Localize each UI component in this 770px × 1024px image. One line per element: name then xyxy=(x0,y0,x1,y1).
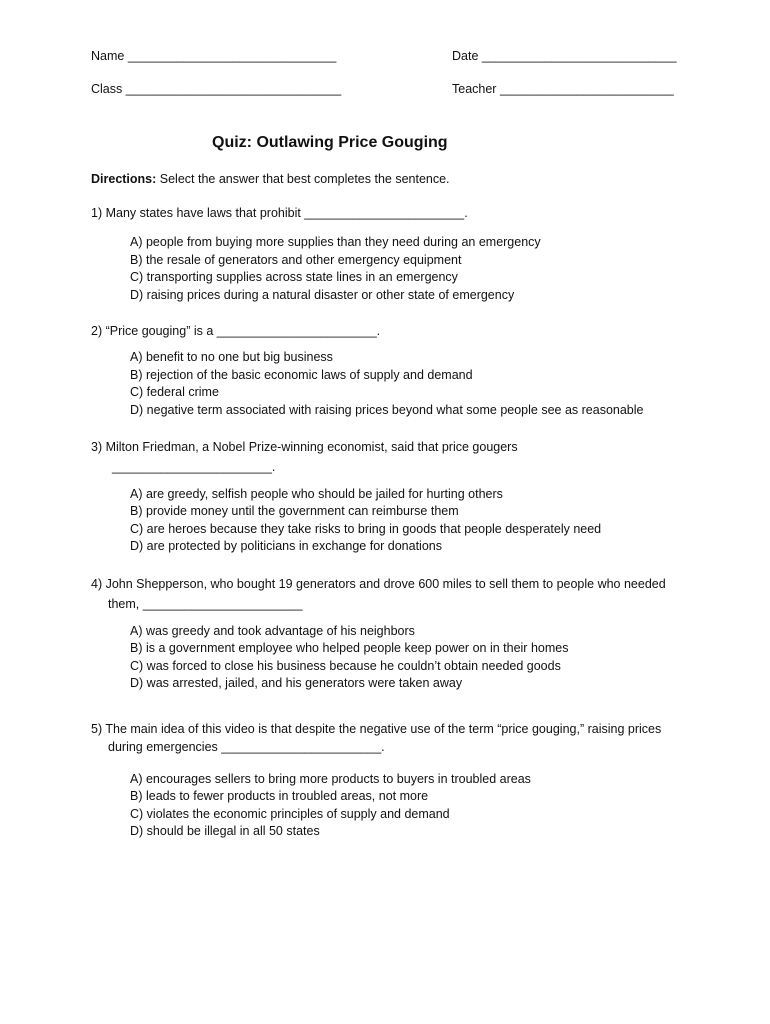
page-title: Quiz: Outlawing Price Gouging xyxy=(212,134,448,151)
answer-option: A) people from buying more supplies than they need during an emergency xyxy=(130,235,541,250)
directions xyxy=(91,172,450,186)
directions-text: Select the answer that best completes the sentence. xyxy=(156,172,450,186)
answer-option: B) provide money until the government can reimburse them xyxy=(130,504,459,519)
answer-option: B) leads to fewer products in troubled areas, not more xyxy=(130,789,429,804)
answer-option: D) negative term associated with raising prices beyond what some people see as reasonable xyxy=(130,402,644,417)
class-field: Class _______________________________ xyxy=(91,82,342,96)
name-field: Name ______________________________ xyxy=(91,49,337,63)
answer-option: C) was forced to close his business because he couldn’t obtain needed goods xyxy=(130,658,561,673)
answer-option: C) violates the economic principles of supply and demand xyxy=(130,806,450,821)
answer-option: D) was arrested, jailed, and his generators were taken away xyxy=(130,676,463,691)
question-1 xyxy=(91,206,691,305)
directions-label: Directions: xyxy=(91,172,157,186)
teacher-field: Teacher _________________________ xyxy=(452,82,674,96)
answer-option: A) was greedy and took advantage of his neighbors xyxy=(130,623,415,638)
answer-option: D) are protected by politicians in exchange for donations xyxy=(130,539,442,554)
question-5 xyxy=(91,722,691,842)
question-3 xyxy=(91,440,691,557)
question-stem-continued: during emergencies _______________________. xyxy=(108,740,385,755)
question-stem: 2) “Price gouging” is a _______________________. xyxy=(91,324,381,338)
answer-option: B) is a government employee who helped people keep power on in their homes xyxy=(130,641,569,656)
answer-option: A) are greedy, selfish people who should be jailed for hurting others xyxy=(130,486,503,501)
answer-option: B) the resale of generators and other emergency equipment xyxy=(130,252,462,267)
answer-option: D) raising prices during a natural disaster or other state of emergency xyxy=(130,287,515,302)
question-stem-continued: _______________________. xyxy=(112,460,276,475)
answer-option: C) transporting supplies across state lines in an emergency xyxy=(130,270,458,285)
answer-options xyxy=(91,235,691,305)
answer-options xyxy=(91,772,691,842)
answer-option: C) federal crime xyxy=(130,385,219,400)
answer-option: C) are heroes because they take risks to bring in goods that people desperately need xyxy=(130,521,602,536)
answer-options xyxy=(91,624,691,694)
answer-option: D) should be illegal in all 50 states xyxy=(130,824,320,839)
question-stem: 4) John Shepperson, who bought 19 generators and drove 600 miles to sell them to people who needed xyxy=(91,577,666,591)
answer-option: A) encourages sellers to bring more products to buyers in troubled areas xyxy=(130,771,531,786)
question-2 xyxy=(91,324,691,420)
question-stem: 5) The main idea of this video is that despite the negative use of the term “price gouging,” raising prices xyxy=(91,722,662,736)
answer-option: B) rejection of the basic economic laws of supply and demand xyxy=(130,367,473,382)
answer-options xyxy=(91,350,691,420)
answer-option: A) benefit to no one but big business xyxy=(130,350,333,365)
date-field: Date ____________________________ xyxy=(452,49,677,63)
answer-options xyxy=(91,487,691,557)
question-stem: 3) Milton Friedman, a Nobel Prize-winning economist, said that price gougers xyxy=(91,440,518,454)
question-stem: 1) Many states have laws that prohibit _______________________. xyxy=(91,206,468,220)
question-4 xyxy=(91,577,691,694)
question-stem-continued: them, _______________________ xyxy=(108,597,303,612)
